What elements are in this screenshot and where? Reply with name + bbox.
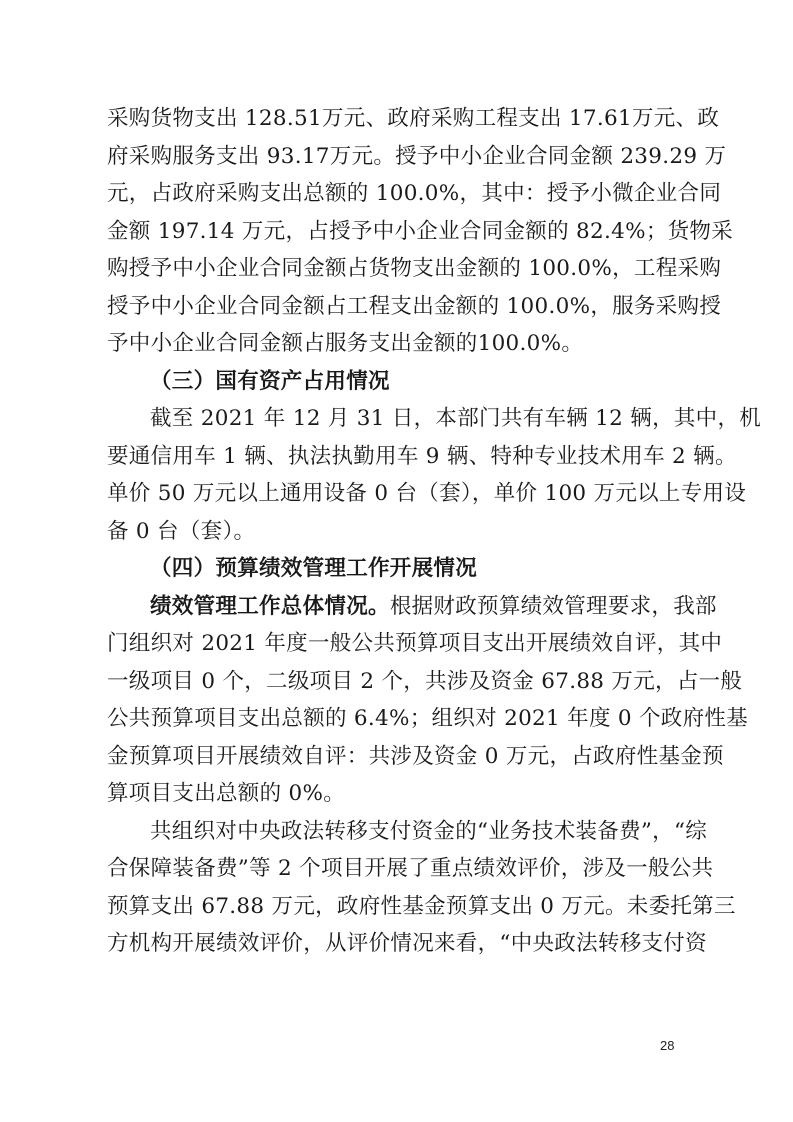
text-line: 金预算项目开展绩效自评：共涉及资金 0 万元，占政府性基金预 <box>107 743 724 769</box>
text-line: 门组织对 2021 年度一般公共预算项目支出开展绩效自评，其中 <box>107 631 723 656</box>
evaluation-paragraph <box>107 813 736 963</box>
paragraph-lead: 绩效管理工作总体情况。 <box>150 593 390 619</box>
text-line: 要通信用车 1 辆、执法执勤用车 9 辆、特种专业技术用车 2 辆。 <box>107 443 737 469</box>
text-line: 备 0 台（套）。 <box>107 518 256 544</box>
text-line: 金额 197.14 万元，占授予中小企业合同金额的 82.4%；货物采 <box>107 218 734 244</box>
page-body <box>107 100 762 963</box>
page-number: 28 <box>660 1038 675 1053</box>
text-line: 公共预算项目支出总额的 6.4%；组织对 2021 年度 0 个政府性基 <box>107 706 748 731</box>
text-line: 采购货物支出 128.51万元、政府采购工程支出 17.61万元、政 <box>107 106 720 131</box>
text-line: 截至 2021 年 12 月 31 日，本部门共有车辆 12 辆，其中，机 <box>150 406 762 431</box>
performance-paragraph <box>107 588 748 813</box>
text-line: 单价 50 万元以上通用设备 0 台（套），单价 100 万元以上专用设 <box>107 481 747 506</box>
text-line: 购授予中小企业合同金额占货物支出金额的 100.0%，工程采购 <box>107 256 722 281</box>
text-line: 预算支出 67.88 万元，政府性基金预算支出 0 万元。未委托第三 <box>107 893 736 919</box>
section-heading-assets: （三）国有资产占用情况 <box>150 368 390 394</box>
text-line: 一级项目 0 个，二级项目 2 个，共涉及资金 67.88 万元，占一般 <box>107 668 743 694</box>
procurement-paragraph <box>107 100 734 363</box>
text-line: 元，占政府采购支出总额的 100.0%，其中：授予小微企业合同 <box>107 181 722 206</box>
text-line: 方机构开展绩效评价，从评价情况来看，“中央政法转移支付资 <box>107 931 707 956</box>
text-line: 合保障装备费”等 2 个项目开展了重点绩效评价，涉及一般公共 <box>107 856 714 881</box>
text-line <box>107 588 717 626</box>
text-line: 共组织对中央政法转移支付资金的“业务技术装备费”，“综 <box>150 818 708 844</box>
text-line: 算项目支出总额的 0%。 <box>107 781 346 806</box>
text-line: 授予中小企业合同金额占工程支出金额的 100.0%，服务采购授 <box>107 293 722 319</box>
assets-paragraph <box>107 400 762 550</box>
text-line: 府采购服务支出 93.17万元。授予中小企业合同金额 239.29 万 <box>107 143 727 169</box>
section-heading-performance: （四）预算绩效管理工作开展情况 <box>150 556 478 581</box>
text-line: 予中小企业合同金额占服务支出金额的100.0%。 <box>107 331 584 356</box>
paragraph-lead-rest: 根据财政预算绩效管理要求，我部 <box>389 593 717 619</box>
